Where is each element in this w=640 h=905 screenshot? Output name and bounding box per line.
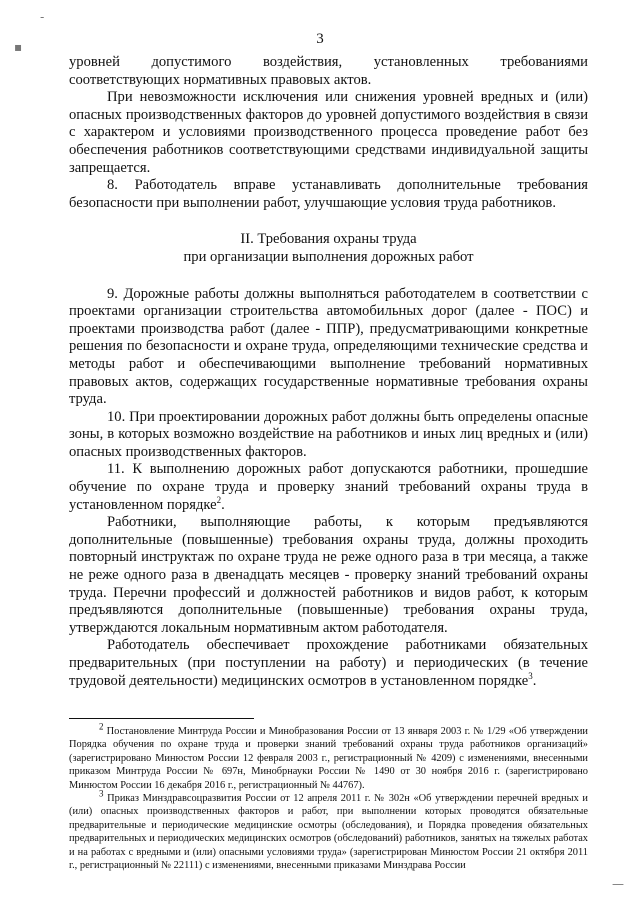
paragraph-9: 9. Дорожные работы должны выполняться работодателем в соответствии с проектами организации строительства автомобильных дорог (далее - ПОС) и проектами производства работ (далее - ППР), предусматривающими конкретные решения по безопасности и охране труда, определяющими технические средства и методы работ и обеспечивающими выполнение требований нормативных правовых актов, содержащих государственные нормативные требования охраны труда. bbox=[69, 285, 588, 408]
paragraph-text: 11. К выполнению дорожных работ допускаются работники, прошедшие обучение по охране труда и проверку знаний требований охраны труда в установленном порядке bbox=[69, 461, 588, 513]
section-heading bbox=[69, 231, 588, 266]
footnote-ref[interactable]: 3 bbox=[528, 670, 533, 681]
footnotes bbox=[69, 721, 588, 872]
paragraph-employer bbox=[69, 637, 588, 690]
paragraph-10: 10. При проектировании дорожных работ должны быть определены опасные зоны, в которых возможно воздействие на работников и иных лиц вредных и (или) опасных производственных факторов. bbox=[69, 408, 588, 460]
page-number: 3 bbox=[316, 31, 324, 47]
paragraph-workers: Работники, выполняющие работы, к которым предъявляются дополнительные (повышенные) требования охраны труда, должны проходить повторный инструктаж по охране труда не реже одного раза в три месяца, а также не реже одного раза в двенадцать месяцев - проверку знаний требований охраны труда. Перечни профессий и должностей работников и видов работ, к которым предъявляются дополнительные (повышенные) требования охраны труда, утверждаются локальным нормативным актом работодателя. bbox=[69, 514, 588, 636]
scan-mark: ▪ bbox=[14, 40, 23, 54]
footnote-divider bbox=[69, 718, 254, 719]
paragraph-text: Работодатель обеспечивает прохождение работниками обязательных предварительных (при поступлении на работу) и периодических (в течение трудовой деятельности) медицинских осмотров в установленном порядке bbox=[69, 637, 588, 689]
paragraph-end: . bbox=[532, 672, 537, 689]
scan-mark: - bbox=[40, 10, 45, 24]
section-title: II. Требования охраны труда bbox=[240, 231, 417, 248]
document-body bbox=[69, 54, 588, 690]
footnote-text: Приказ Минздравсоцразвития России от 12 апреля 2011 г. № 302н «Об утверждении перечней вредных и (или) опасных производственных факторов и работ, при выполнении которых проводятся обязательные предварительные и периодические медицинские осмотры (обследования), и Порядка проведения обязательных предварительных и периодических медицинских осмотров (обследований) работников, занятых на тяжелых работах и на работах с вредными и (или) опасными условиями труда» (зарегистрирован Минюстом России 21 октября 2011 г., регистрационный № 22111) с изменениями, внесенными приказами Минздрава России bbox=[69, 793, 588, 872]
paragraph-11 bbox=[69, 461, 588, 514]
footnote-text: Постановление Минтруда России и Минобразования России от 13 января 2003 г. № 1/29 «Об утверждении Порядка обучения по охране труда и проверки знаний требований охраны труда работников организаций» (зарегистрировано Минюстом России 12 февраля 2003 г., регистрационный № 4209) с изменениями, внесенными приказом Минтруда России № 697н, Минобрнауки России № 1490 от 30 ноября 2016 г. (зарегистрировано Минюстом России 16 декабря 2016 г., регистрационный № 44767). bbox=[69, 726, 588, 791]
footnote-number: 3 bbox=[99, 788, 104, 799]
footnote-3 bbox=[69, 788, 588, 872]
footnote-number: 2 bbox=[99, 721, 104, 732]
footnote-2 bbox=[69, 721, 588, 792]
scan-mark: — bbox=[612, 877, 624, 891]
paragraph: уровней допустимого воздействия, установленных требованиями соответствующих нормативных правовых актов. bbox=[69, 54, 588, 88]
section-subtitle: при организации выполнения дорожных работ bbox=[183, 248, 474, 265]
paragraph-end: . bbox=[221, 496, 225, 513]
paragraph: При невозможности исключения или снижения уровней вредных и (или) опасных производственных факторов до уровней допустимого воздействия в связи с характером и условиями производственного процесса проведение работ без обеспечения работников соответствующими средствами индивидуальной защиты запрещается. bbox=[69, 89, 588, 176]
footnote-ref[interactable]: 2 bbox=[216, 494, 222, 505]
paragraph: 8. Работодатель вправе устанавливать дополнительные требования безопасности при выполнении работ, улучшающие условия труда работников. bbox=[69, 177, 588, 211]
